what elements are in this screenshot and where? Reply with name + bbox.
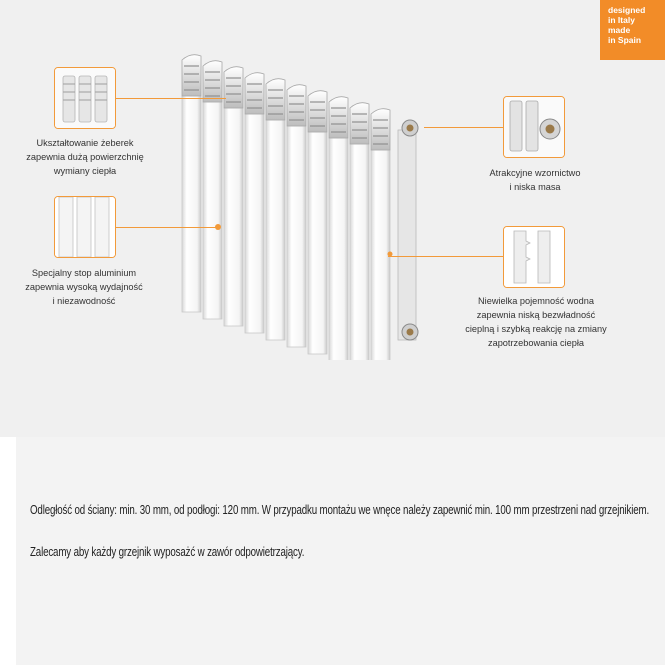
caption-line: i niezawodność — [52, 296, 116, 306]
caption-line: zapewnia dużą powierzchnię — [26, 152, 144, 162]
badge-line: in Spain — [608, 35, 642, 45]
design-caption — [470, 166, 600, 194]
valve-recommendation: Zalecamy aby każdy grzejnik wyposażć w zawór odpowietrzający. — [30, 545, 305, 559]
radiator-section — [224, 67, 243, 326]
capacity-caption — [448, 294, 624, 350]
origin-badge — [600, 0, 665, 60]
alloy-connector — [116, 227, 218, 228]
alloy-caption — [16, 266, 152, 308]
badge-line: in Italy — [608, 15, 635, 25]
radiator-image — [170, 40, 440, 360]
caption-line: Atrakcyjne wzornictwo — [489, 168, 581, 178]
radiator-section — [266, 79, 285, 340]
fins-connector — [116, 98, 226, 99]
fins-caption — [20, 136, 150, 178]
caption-line: cieplną i szybką reakcję na zmiany — [465, 324, 607, 334]
badge-line: designed — [608, 5, 646, 15]
caption-line: i niska masa — [509, 182, 561, 192]
design-connector — [424, 127, 503, 128]
caption-line: Specjalny stop aluminium — [31, 268, 137, 278]
alloy-thumbnail — [54, 196, 116, 258]
radiator-section — [245, 73, 264, 333]
design-thumbnail — [503, 96, 565, 158]
caption-line: zapewnia wysoką wydajność — [25, 282, 143, 292]
capacity-connector — [388, 256, 503, 257]
radiator-section — [287, 85, 306, 347]
radiator-section — [329, 97, 348, 360]
alloy-point — [215, 224, 221, 230]
caption-line: zapotrzebowania ciepła — [487, 338, 585, 348]
radiator-section — [182, 55, 201, 312]
radiator-section — [308, 91, 327, 354]
radiator-section — [371, 109, 390, 360]
installation-note: Odległość od ściany: min. 30 mm, od podłogi: 120 mm. W przypadku montażu we wnęce należy zapewnić min. 100 mm przestrzeni nad grzejnikiem. — [30, 503, 650, 517]
capacity-thumbnail — [503, 226, 565, 288]
caption-line: zapewnia niską bezwładność — [476, 310, 596, 320]
radiator-section — [203, 61, 222, 319]
caption-line: Ukształtowanie żeberek — [36, 138, 134, 148]
radiator-section — [350, 103, 369, 360]
caption-line: wymiany ciepła — [53, 166, 117, 176]
caption-line: Niewielka pojemność wodna — [478, 296, 594, 306]
badge-line: made — [608, 25, 631, 35]
fins-thumbnail — [54, 67, 116, 129]
